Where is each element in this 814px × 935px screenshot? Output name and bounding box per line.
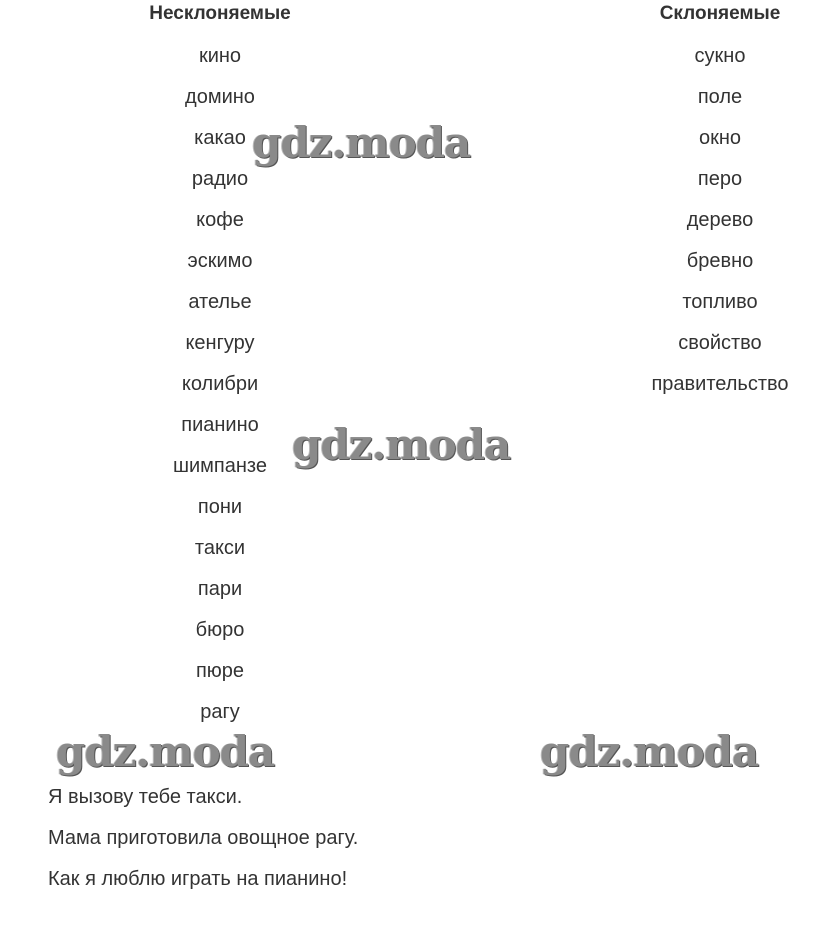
list-item: шимпанзе — [172, 455, 268, 477]
list-item: радио — [191, 168, 249, 190]
list-item: топливо — [682, 291, 758, 313]
list-item: окно — [698, 127, 742, 149]
list-item: поле — [697, 86, 743, 108]
list-item: бревно — [686, 250, 754, 272]
declinable-word-list — [620, 36, 814, 405]
list-item: кофе — [196, 209, 244, 231]
example-sentences — [48, 777, 358, 900]
list-item: кино — [198, 45, 242, 67]
list-item: пюре — [195, 660, 245, 682]
list-item: перо — [697, 168, 743, 190]
list-item: эскимо — [187, 250, 253, 272]
list-item: рагу — [200, 701, 240, 723]
watermark: gdz.moda — [56, 727, 275, 776]
list-item: пони — [197, 496, 243, 518]
right-column-header: Склоняемые — [659, 3, 781, 24]
list-item: домино — [185, 86, 255, 108]
list-item: свойство — [678, 332, 762, 354]
list-item: колибри — [181, 373, 259, 395]
list-item: дерево — [686, 209, 754, 231]
sentence: Как я люблю играть на пианино! — [48, 868, 348, 890]
list-item: пари — [197, 578, 243, 600]
watermark: gdz.moda — [540, 727, 759, 776]
list-item: правительство — [651, 373, 789, 395]
watermark: gdz.moda — [292, 420, 511, 469]
watermark: gdz.moda — [252, 118, 471, 167]
list-item: ателье — [188, 291, 252, 313]
left-column-header: Несклоняемые — [149, 3, 291, 24]
sentence: Мама приготовила овощное рагу. — [48, 827, 359, 849]
list-item: такси — [194, 537, 246, 559]
list-item: кенгуру — [185, 332, 255, 354]
list-item: бюро — [195, 619, 245, 641]
list-item: какао — [194, 127, 246, 149]
sentence: Я вызову тебе такси. — [48, 786, 243, 808]
list-item: сукно — [694, 45, 746, 67]
list-item: пианино — [181, 414, 259, 436]
